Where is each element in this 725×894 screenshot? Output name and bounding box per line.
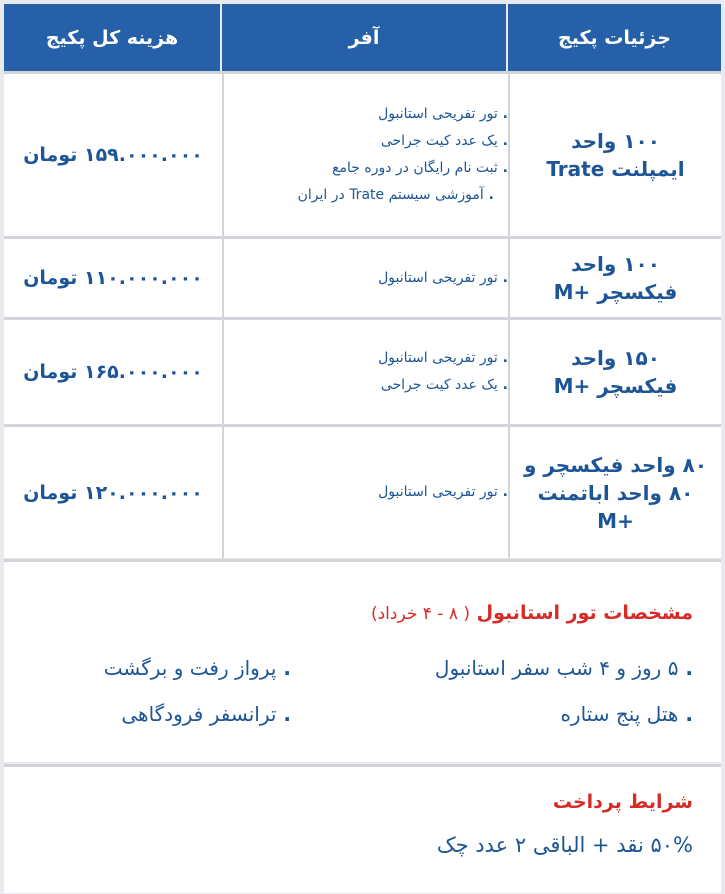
- table-header-row: [4, 4, 721, 71]
- offer-item: . تور تفریحی استانبول: [224, 479, 508, 506]
- package-offer: [222, 71, 508, 236]
- offer-item: . ثبت نام رایگان در دوره جامع: [224, 155, 508, 182]
- tour-dates: ( ۸ - ۴ خرداد): [370, 604, 471, 624]
- package-total: ۱۱۰.۰۰۰.۰۰۰ تومان: [4, 236, 222, 317]
- payment-terms: ۵۰% نقد + الباقی ۲ عدد چک: [436, 833, 693, 857]
- payment-section: [4, 764, 721, 893]
- package-total: ۱۵۹.۰۰۰.۰۰۰ تومان: [4, 71, 222, 236]
- package-offer: [222, 317, 508, 424]
- header-details: جزئیات پکیج: [508, 4, 721, 71]
- offer-item: . تور تفریحی استانبول: [224, 101, 508, 128]
- table-row: [4, 71, 721, 236]
- details-line: ۱۵۰ واحد: [571, 346, 660, 370]
- offer-item: . تور تفریحی استانبول: [224, 265, 508, 292]
- details-line: فیکسچر +M: [553, 374, 678, 398]
- package-details: [508, 317, 721, 424]
- table-row: [4, 236, 721, 317]
- package-details: [508, 71, 721, 236]
- package-details: [508, 424, 721, 558]
- packages-table: [4, 4, 721, 558]
- table-row: [4, 424, 721, 558]
- tour-item: . ترانسفر فرودگاهی: [121, 702, 291, 726]
- details-line: +M: [597, 508, 634, 533]
- package-offer: [222, 424, 508, 558]
- header-total: هزینه کل پکیج: [4, 4, 222, 71]
- table-row: [4, 317, 721, 424]
- offer-item: . آموزشی سیستم Trate در ایران: [224, 182, 508, 209]
- offer-item: . تور تفریحی استانبول: [224, 345, 508, 372]
- tour-item: . هتل پنج ستاره: [560, 702, 693, 726]
- tour-section: [4, 559, 721, 762]
- tour-item: . پرواز رفت و برگشت: [104, 656, 291, 680]
- offer-item: . یک عدد کیت جراحی: [224, 128, 508, 155]
- package-total: ۱۶۵.۰۰۰.۰۰۰ تومان: [4, 317, 222, 424]
- package-total: ۱۲۰.۰۰۰.۰۰۰ تومان: [4, 424, 222, 558]
- package-offer: [222, 236, 508, 317]
- details-line: ۸۰ واحد فیکسچر و: [523, 452, 708, 477]
- payment-title: شرایط پرداخت: [552, 791, 693, 813]
- header-offer: آفر: [222, 4, 508, 71]
- offer-item: . یک عدد کیت جراحی: [224, 372, 508, 399]
- details-line: ایمپلنت Trate: [546, 157, 685, 181]
- details-line: ۱۰۰ واحد: [571, 252, 660, 276]
- details-line: ۸۰ واحد اباتمنت: [537, 480, 694, 505]
- details-line: ۱۰۰ واحد: [571, 129, 660, 153]
- details-line: فیکسچر +M: [553, 280, 678, 304]
- package-details: [508, 236, 721, 317]
- package-price-sheet: [4, 4, 721, 890]
- tour-item: . ۵ روز و ۴ شب سفر استانبول: [435, 656, 693, 680]
- tour-title: [371, 602, 693, 624]
- tour-title-text: مشخصات تور استانبول: [476, 602, 693, 624]
